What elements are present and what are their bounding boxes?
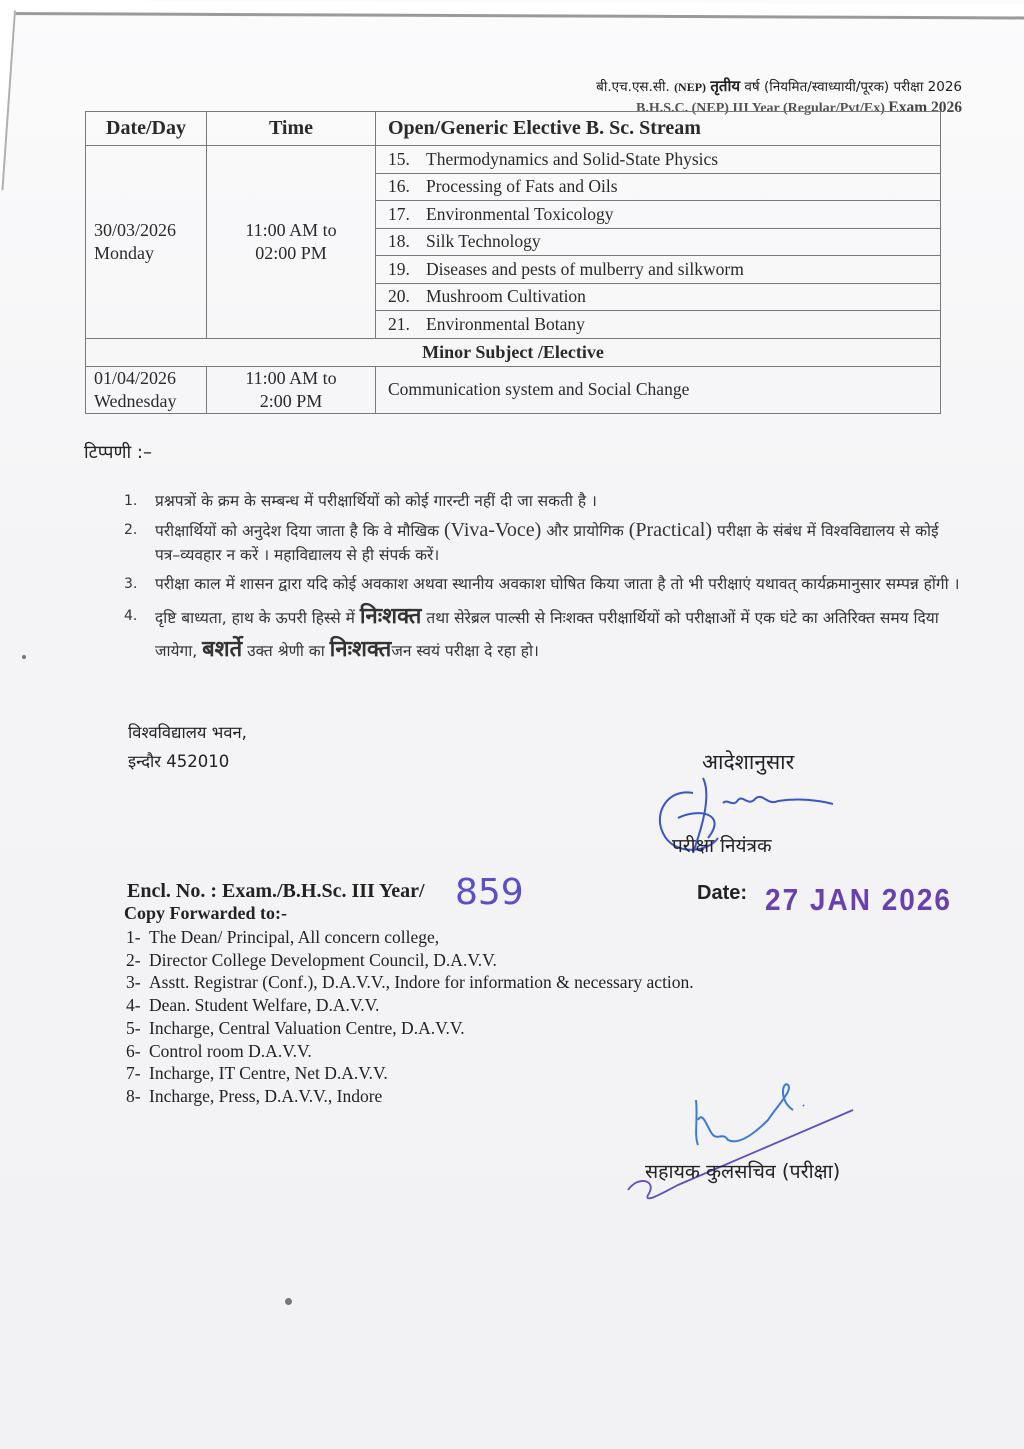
list-number: 6- [126,1040,141,1061]
note-number: 4. [124,608,138,624]
list-text: Director College Development Council, D.A.V.V. [149,949,497,970]
note-item [124,573,964,595]
list-text: Incharge, IT Centre, Net D.A.V.V. [149,1063,388,1084]
note-practical: (Practical) [628,519,713,541]
subject-number: 15. [388,148,410,169]
list-item [126,1040,694,1063]
copy-list [126,926,694,1108]
subject-name: Communication system and Social Change [376,366,941,413]
subject-name: Environmental Botany [426,313,585,334]
subject-number: 21. [388,313,410,334]
list-number: 8- [126,1085,141,1106]
header-hindi [596,76,962,96]
subject-cell [376,283,941,311]
note-text: परीक्षा काल में शासन द्वारा यदि कोई अवकाश अथवा स्थानीय अवकाश घोषित किया जाता है तो भी परीक्षाएं यथावत् कार्यक्रमानुसार सम्पन्न होंगी । [155,575,960,593]
by-order-text: आदेशानुसार [702,750,795,774]
speck [285,1298,292,1305]
list-number: 5- [126,1017,141,1038]
subject-name: Processing of Fats and Oils [426,176,618,197]
table-header-row [86,112,941,146]
header-stream: Open/Generic Elective B. Sc. Stream [376,112,941,146]
subject-cell [376,146,941,174]
header-english-exam: Exam 2026 [888,99,962,116]
date-stamp: 27 JAN 2026 [765,882,953,917]
note-viva-voce: (Viva-Voce) [443,519,542,541]
minor-subject-heading: Minor Subject /Elective [86,338,941,366]
controller-title: परीक्षा नियंत्रक [672,835,772,857]
enclosure-number: Encl. No. : Exam./B.H.Sc. III Year/ [127,880,425,902]
list-item [126,926,694,949]
subject-name: Environmental Toxicology [426,203,614,224]
table-row [86,366,941,413]
exam-date: 30/03/2026 [94,219,177,240]
list-number: 3- [126,972,141,993]
exam-schedule-table [85,111,941,414]
list-item [126,994,694,1017]
list-number: 7- [126,1063,141,1084]
note-item [124,601,964,667]
exam-date-cell [86,366,207,413]
exam-day: Wednesday [94,390,177,411]
note-emphasis: निःशक्त [359,604,422,629]
copy-forwarded-heading: Copy Forwarded to:- [124,903,287,923]
subject-cell [376,173,941,201]
handwritten-number-text: 859 [455,872,524,913]
header-time: Time [207,112,376,146]
list-text: Control room D.A.V.V. [149,1040,312,1061]
header-hindi-prefix: बी.एच.एस.सी. [596,79,670,95]
paper-fold [0,9,16,190]
list-text: Dean. Student Welfare, D.A.V.V. [149,995,380,1016]
list-text: The Dean/ Principal, All concern college, [149,927,440,947]
list-item [126,1017,694,1040]
subject-cell [376,228,941,256]
note-item [124,518,964,567]
list-item [126,1085,694,1108]
assistant-registrar-signature [618,1080,868,1210]
note-text: तथा सेरेब्रल पाल्सी से निःशक्त परीक्षार्थियों को परीक्षाओं में एक घंटे का अतिरिक्त समय दिया जायेगा, [155,609,939,660]
header-hindi-nep: (NEP) [674,80,707,94]
list-item [126,971,694,994]
minor-subject-row [86,338,941,366]
exam-date-cell [86,146,207,339]
subject-number: 16. [388,176,410,197]
exam-date: 01/04/2026 [94,367,177,388]
list-number: 4- [126,995,141,1016]
subject-cell [376,201,941,229]
subject-name: Thermodynamics and Solid-State Physics [426,148,719,169]
header-english-main: B.H.S.C. (NEP) III Year (Regular/Pvt/Ex) [635,101,885,116]
subject-cell [376,311,941,339]
note-emphasis: निःशक्त [329,637,392,662]
exam-time-cell [207,146,376,339]
speck [22,655,26,659]
table-row [86,146,941,174]
address-line: इन्दौर 452010 [128,752,230,771]
exam-day: Monday [94,242,154,263]
note-text: उक्त श्रेणी का [247,642,325,660]
note-text: प्रश्नपत्रों के क्रम के सम्बन्ध में परीक्षार्थियों को कोई गारन्टी नहीं दी जा सकती है । [155,492,597,510]
exam-time-from: 11:00 AM to [245,367,337,388]
notes-title: टिप्पणी :– [84,442,152,463]
exam-time-to: 2:00 PM [259,390,323,411]
date-label: Date: [697,882,748,904]
assistant-registrar-title: सहायक कुलसचिव (परीक्षा) [645,1160,841,1183]
list-item [126,1062,694,1085]
note-text: और प्रायोगिक [546,522,624,540]
paper-edge [0,0,1024,19]
header-hindi-rest: वर्ष (नियमित/स्वाध्यायी/पूरक) परीक्षा 2026 [744,79,962,95]
note-emphasis: बशर्ते [202,637,243,662]
note-text: परीक्षा के संबंध में विश्वविद्यालय से कोई पत्र–व्यवहार न करें । महाविद्यालय से ही संपर्क करें। [155,522,939,564]
subject-number: 18. [388,231,410,252]
note-number: 2. [124,522,138,538]
notes-list [124,490,964,673]
list-number: 2- [126,949,141,970]
note-text: दृष्टि बाध्यता, हाथ के ऊपरी हिस्से में [155,609,355,627]
subject-name: Silk Technology [426,231,541,252]
exam-time-from: 11:00 AM to [245,219,337,240]
subject-number: 17. [388,203,410,224]
university-address [128,718,247,776]
header-hindi-year: तृतीय [710,77,741,95]
note-text: परीक्षार्थियों को अनुदेश दिया जाता है कि वे मौखिक [155,522,440,540]
exam-time-cell [207,366,376,413]
list-item [126,949,694,972]
header-date-day: Date/Day [86,112,207,146]
list-text: Incharge, Press, D.A.V.V., Indore [149,1085,383,1106]
exam-time-to: 02:00 PM [255,242,327,263]
note-text: जन स्वयं परीक्षा दे रहा हो। [391,642,539,660]
handwritten-number [451,866,561,916]
subject-number: 20. [388,286,410,307]
subject-name: Diseases and pests of mulberry and silkworm [426,258,744,279]
subject-cell [376,256,941,284]
address-line: विश्वविद्यालय भवन, [128,723,247,742]
note-item [124,490,964,512]
subject-name: Mushroom Cultivation [426,286,586,307]
list-number: 1- [126,927,141,947]
list-text: Asstt. Registrar (Conf.), D.A.V.V., Indore for information & necessary action. [149,972,694,993]
note-number: 3. [124,576,138,592]
note-number: 1. [124,493,138,509]
subject-number: 19. [388,258,410,279]
list-text: Incharge, Central Valuation Centre, D.A.V.V. [149,1017,465,1038]
